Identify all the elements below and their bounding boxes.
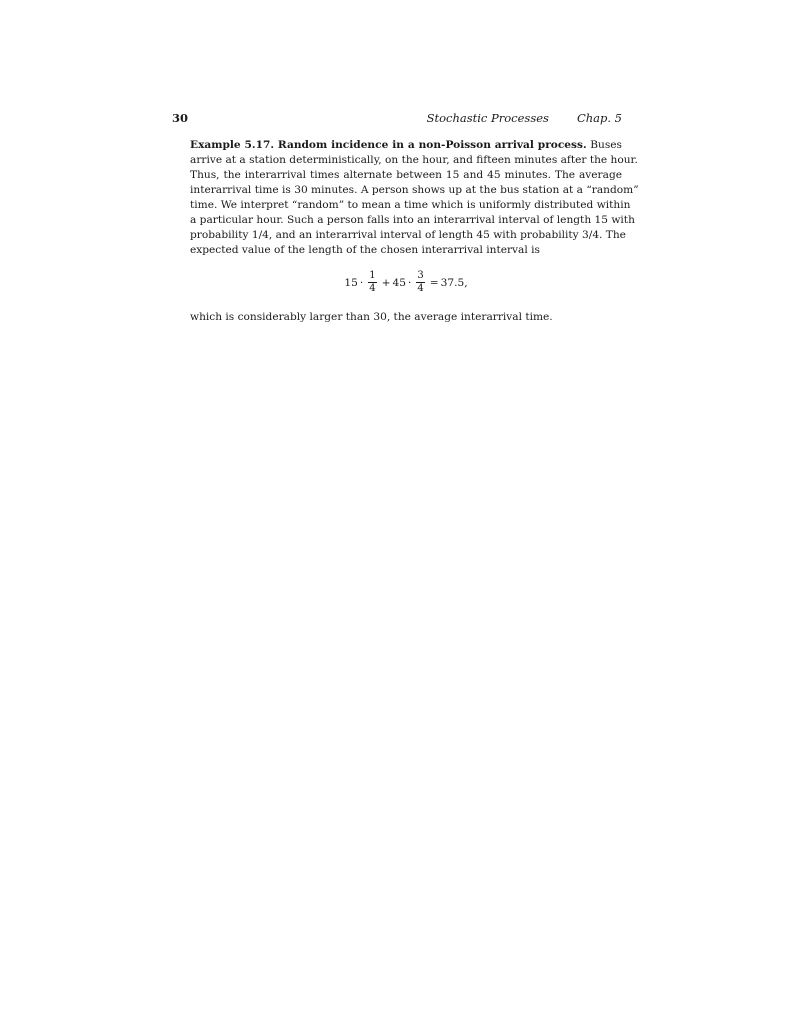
- eq-numerator: 1: [369, 270, 376, 281]
- eq-coefficient: 15: [344, 276, 358, 289]
- paragraph-line: interarrival time is 30 minutes. A person shows up at the bus station at a “random”: [190, 184, 639, 196]
- example-heading: Example 5.17. Random incidence in a non-Poisson arrival process.: [190, 139, 587, 151]
- eq-numerator: 3: [417, 270, 424, 281]
- eq-dot: ·: [408, 276, 412, 289]
- paragraph-line: a particular hour. Such a person falls into an interarrival interval of length 15 with: [190, 214, 635, 226]
- running-head: [400, 111, 622, 125]
- eq-denominator: 4: [369, 283, 376, 294]
- eq-fraction: [416, 270, 424, 295]
- eq-result: 37.5,: [440, 276, 468, 289]
- eq-plus: +: [381, 276, 391, 289]
- paragraph-line: Thus, the interarrival times alternate between 15 and 45 minutes. The average: [190, 169, 622, 181]
- paragraph-line: arrive at a station deterministically, on the hour, and fifteen minutes after the hour.: [190, 154, 638, 166]
- display-equation: [190, 270, 622, 295]
- eq-coefficient: 45: [392, 276, 406, 289]
- page-number: 30: [172, 111, 189, 125]
- eq-equals: =: [429, 276, 439, 289]
- paragraph-line: probability 1/4, and an interarrival interval of length 45 with probability 3/4. The: [190, 229, 626, 241]
- closing-sentence: which is considerably larger than 30, the average interarrival time.: [190, 311, 553, 323]
- eq-denominator: 4: [417, 283, 424, 294]
- paragraph-line: [190, 138, 622, 153]
- book-title: Stochastic Processes: [426, 111, 549, 125]
- eq-fraction: [368, 270, 376, 295]
- example-paragraph: [190, 138, 639, 258]
- chapter-label: Chap. 5: [576, 111, 622, 125]
- paragraph-text: Buses: [590, 139, 622, 151]
- paragraph-line: time. We interpret “random” to mean a time which is uniformly distributed within: [190, 199, 631, 211]
- paragraph-line: expected value of the length of the chosen interarrival interval is: [190, 244, 540, 256]
- eq-dot: ·: [359, 276, 364, 289]
